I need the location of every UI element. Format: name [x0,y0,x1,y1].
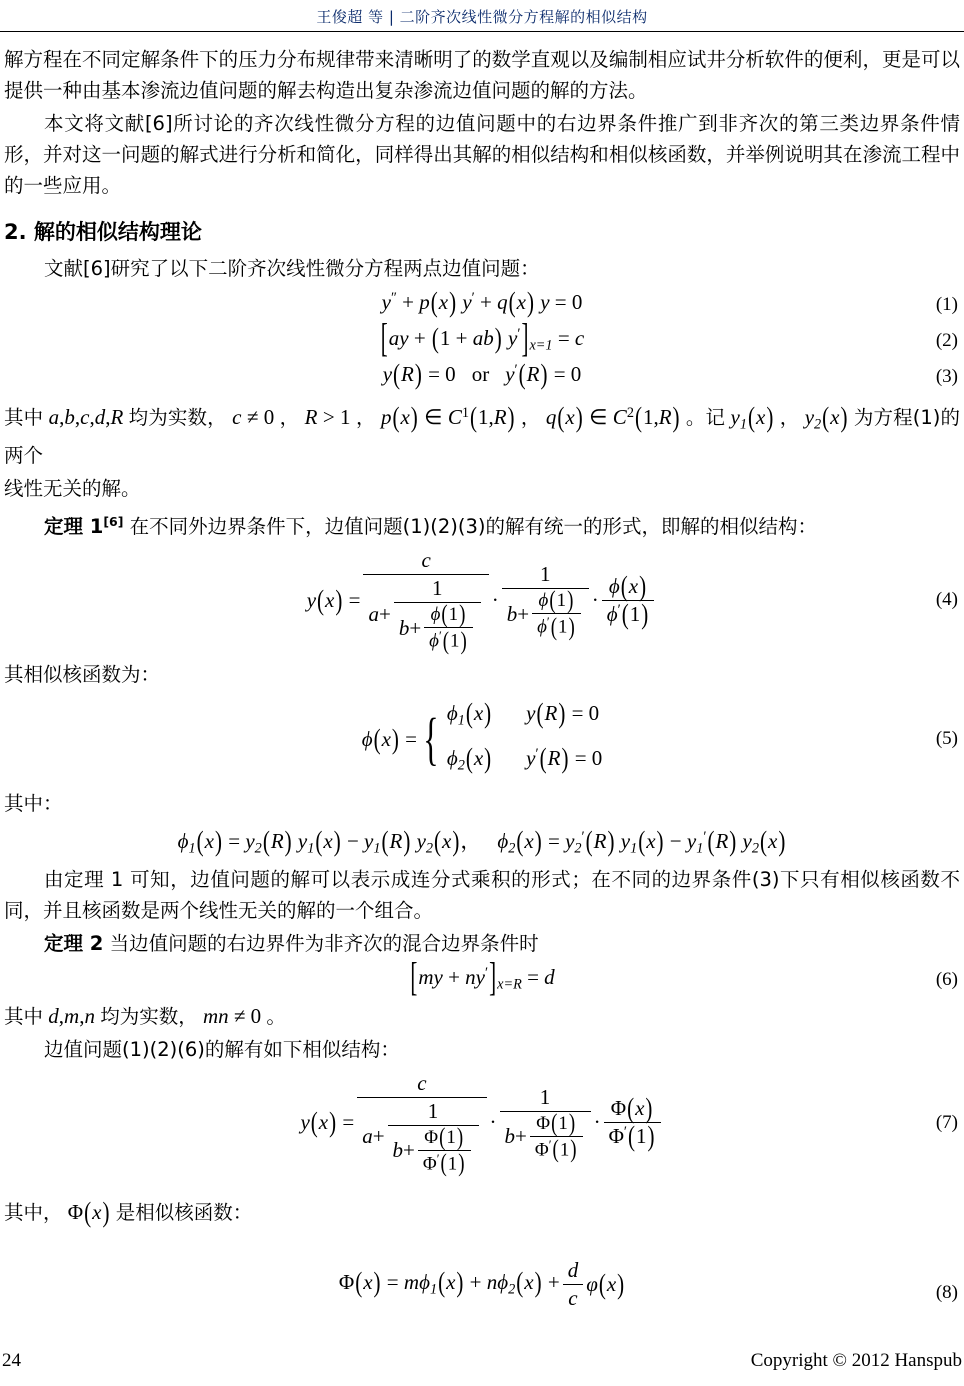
theorem-2 [4,928,960,959]
equation-4: y(x) = c a + 1 b + $\frac{\phi(1)}{\phi'(1)}$ · 1 b + $\frac{\phi(1)}{\phi'(1)}$ · $\frac{\phi(x)}{\phi'(1)}$ [4,548,960,652]
equation-3-number: (3) [935,366,958,387]
paragraph-9-text: 均为实数， [100,1004,198,1028]
page-number: 24 [2,1350,21,1371]
equation-3: y(R) = 0 or y′(R) = 0 [382,357,582,391]
running-head: 王俊超 等 | 二阶齐次线性微分方程解的相似结构 [316,8,648,26]
equation-6: $[my + ny']_{x=R} = d$ [410,953,555,1000]
paragraph-1: 解方程在不同定解条件下的压力分布规律带来清晰明了的数学直观以及编制相应试井分析软件的便利，更是可以提供一种由基本渗流边值问题的解去构造出复杂渗流边值问题的解的方法。 [4,48,960,102]
equation-phi-defs: $\phi_1(x) = y_2(R) y_1(x) - y_1(R)$ $y_2(x)$， $\phi_2(x) = y_2'(R) y_1(x) - y_1'(R)$ $y_2(x)$ [177,825,786,858]
equation-5-row [4,696,960,783]
theorem-1-label: 定理 1 [44,515,104,539]
equation-8-row [4,1258,960,1328]
equation-1-row [4,285,960,320]
equation-4-number: (4) [935,589,958,611]
equation-6-row [4,953,960,1000]
equation-1-number: (1) [935,294,958,315]
equation-8-number: (8) [935,1282,958,1304]
equation-2: [ay + (1 + ab) $y']_{x=1} = c$ [380,314,585,361]
paragraph-10: 边值问题(1)(2)(6)的解有如下相似结构： [44,1037,400,1061]
paragraph-4: 其中 a,b,c,d,R 均为实数， c ≠ 0 ， R > 1 ， p(x) ∈ $C^1(1,R)$ ， q(x) ∈ $C^2(1,R)$ 。记 $y_1(x)$ ， $y_2(x)$ 为方程(1)的两个 [4,400,960,468]
paragraph-4-prefix: 其中 [4,406,44,430]
equation-1: y″ + p(x) y′ + q(x) y = 0 [381,285,583,319]
theorem-1-text: 在不同外边界条件下，边值问题(1)(2)(3)的解有统一的形式，即解的相似结构： [129,515,818,539]
theorem-2-label: 定理 2 [44,931,104,955]
paragraph-5: 线性无关的解。 [4,477,141,501]
paragraph-8: 由定理 1 可知，边值问题的解可以表示成连分式乘积的形式；在不同的边界条件(3)下只有相似核函数不同，并且核函数是两个线性无关的解的一个组合。 [4,867,960,922]
equation-8: $\Phi(x) = m\phi_1(x) + n\phi_2(x)$ + $\frac{d}{c}$ φ(x) [338,1258,625,1311]
equation-7-row [4,1070,960,1178]
page-content [0,44,964,1334]
equation-4-row [4,548,960,656]
paragraph-6: 其相似核函数为： [4,662,161,686]
equation-6-number: (6) [935,968,958,990]
paragraph-11-suffix: 是相似核函数： [115,1201,253,1225]
theorem-1 [4,506,960,542]
equation-5-number: (5) [935,728,958,750]
paragraph-2: 本文将文献[6]所讨论的齐次线性微分方程的边值问题中的右边界条件推广到非齐次的第三类边界条件情形，并对这一问题的解式进行分析和简化，同样得出其解的相似结构和相似核函数，并举例说明其在渗流工程中的一些应用。 [4,112,960,197]
equation-2-number: (2) [935,330,958,351]
theorem-1-ref: [6] [103,514,124,530]
paragraph-11: 其中， Φ(x) 是相似核函数： [4,1195,253,1229]
header-rule [0,31,964,32]
paragraph-11-prefix: 其中， [4,1201,63,1225]
copyright-notice: Copyright © 2012 Hanspub [750,1350,962,1371]
theorem-2-text: 当边值问题的右边界件为非齐次的混合边界条件时 [109,931,539,955]
paragraph-9: 其中 d,m,n 均为实数， mn ≠ 0 。 [4,1003,286,1028]
paragraph-7: 其中： [4,792,63,816]
equation-3-row [4,357,960,392]
equation-7-number: (7) [935,1111,958,1133]
paragraph-3: 文献[6]研究了以下二阶齐次线性微分方程两点边值问题： [44,257,540,280]
section-heading-2: 2. 解的相似结构理论 [4,220,202,244]
equation-5: ϕ(x) = { $\phi_1(x) y(R) = 0$ $\phi_2(x) y'(R) = 0$ [361,696,603,775]
equation-phi-defs-row [4,825,960,857]
equation-2-row [4,314,960,361]
equation-7: y(x) = c a + 1 b + $\frac{\Phi(1)}{\Phi'(1)}$ · 1 b + $\frac{\Phi(1)}{\Phi'(1)}$ · $\frac{\Phi(x)}{\Phi'(1)}$ [4,1071,960,1175]
